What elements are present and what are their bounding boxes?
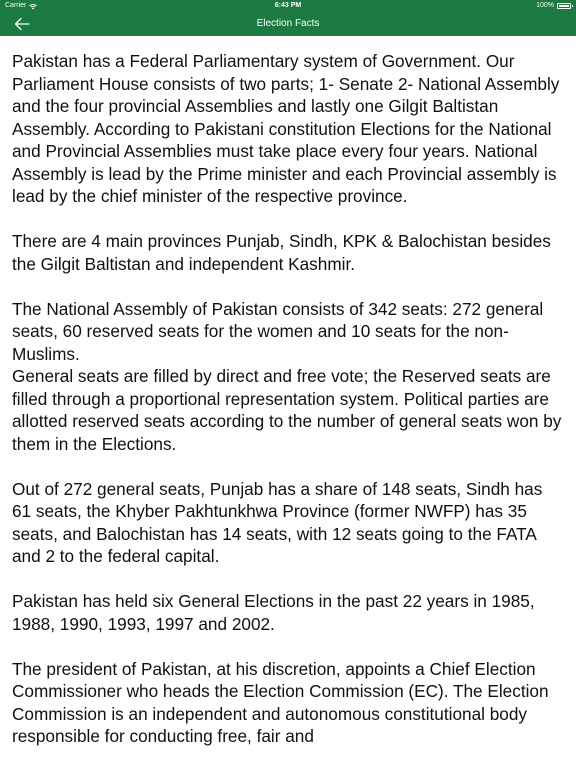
page-title: Election Facts xyxy=(256,18,320,29)
paragraph: The National Assembly of Pakistan consists of 342 seats: 272 general seats, 60 reserved seats for the women and 10 seats for the non-Muslims. General seats are filled by direct and free vote; the Reserved seats are filled through a proportional representation system. Political parties are allotted reserved seats according to the number of general seats won by them in the Elections. xyxy=(12,298,562,454)
paragraph: Out of 272 general seats, Punjab has a share of 148 seats, Sindh has 61 seats, the Khyber Pakhtunkhwa Province (former NWFP) has 35 seats, and Balochistan has 14 seats, with 12 seats going to the FATA and 2 to the federal capital. xyxy=(12,478,543,566)
facts-content[interactable] xyxy=(0,36,576,768)
header xyxy=(0,0,576,36)
paragraph: Pakistan has a Federal Parliamentary system of Government. Our Parliament House consists of two parts; 1- Senate 2- National Assembly and the four provincial Assemblies and lastly one Gilgit Baltistan Assembly. According to Pakistani constitution Elections for the National and Provincial Assemblies must take place every four years. National Assembly is lead by the Prime minister and each Provincial assembly is lead by the chief minister of the respective province. xyxy=(12,51,560,206)
status-time: 6:43 PM xyxy=(274,2,302,9)
nav-bar xyxy=(0,12,576,36)
paragraph: The president of Pakistan, at his discretion, appoints a Chief Election Commissioner who heads the Election Commission (EC). The Election Commission is an independent and autonomous constitutional body responsible for conducting free, fair and xyxy=(12,658,549,746)
status-bar xyxy=(0,0,576,12)
carrier-label: Carrier xyxy=(5,2,27,9)
battery-percent: 100% xyxy=(536,2,554,9)
status-right xyxy=(536,0,571,12)
paragraph: There are 4 main provinces Punjab, Sindh, KPK & Balochistan besides the Gilgit Baltistan and independent Kashmir. xyxy=(12,231,551,274)
paragraph: Pakistan has held six General Elections in the past 22 years in 1985, 1988, 1990, 1993, 1997 and 2002. xyxy=(12,591,535,634)
battery-icon xyxy=(557,3,571,9)
